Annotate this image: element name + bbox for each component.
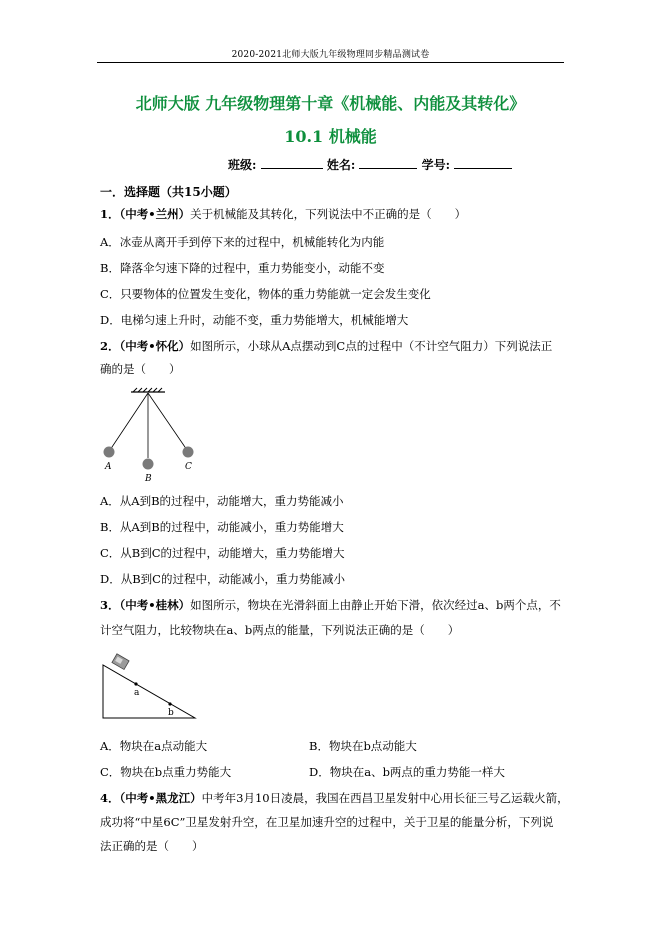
question-source: （中考•黑龙江） [119, 791, 202, 805]
sliding-block [112, 654, 129, 670]
ceiling-hatch [133, 388, 162, 392]
ball-b [143, 459, 154, 470]
name-label: 姓名: [326, 158, 356, 172]
question-1-option-a[interactable]: A．冰壶从离开手到停下来的过程中，机械能转化为内能 [100, 235, 385, 249]
incline-figure [100, 652, 200, 722]
section-title: 10.1 机械能 [284, 127, 377, 146]
point-a [134, 682, 137, 685]
page-header: 2020-2021北师大版九年级物理同步精品测试卷 [231, 50, 430, 60]
question-source: （中考•怀化） [119, 339, 191, 353]
label-b: b [168, 708, 174, 718]
question-source: （中考•桂林） [119, 598, 191, 612]
question-3-option-b[interactable]: B．物块在b点动能大 [309, 739, 417, 753]
student-info-line [228, 156, 512, 173]
question-2-option-b[interactable]: B．从A到B的过程中，动能减小，重力势能增大 [100, 520, 344, 534]
question-2-option-a[interactable]: A．从A到B的过程中，动能增大，重力势能减小 [100, 494, 344, 508]
question-3-option-a[interactable]: A．物块在a点动能大 [100, 739, 208, 753]
question-1-option-d[interactable]: D．电梯匀速上升时，动能不变，重力势能增大，机械能增大 [100, 313, 409, 327]
label-a: a [134, 688, 140, 698]
question-3-option-c[interactable]: C．物块在b点重力势能大 [100, 765, 232, 779]
point-b [168, 702, 171, 705]
question-number: 3． [100, 598, 120, 612]
id-blank[interactable] [454, 156, 512, 169]
string-c [148, 393, 187, 450]
question-1-option-b[interactable]: B．降落伞匀速下降的过程中，重力势能变小，动能不变 [100, 261, 385, 275]
class-label: 班级: [228, 158, 257, 172]
question-1-option-c[interactable]: C．只要物体的位置发生变化，物体的重力势能就一定会发生变化 [100, 287, 431, 301]
question-2-stem-line-2: 确的是（ ） [100, 362, 181, 376]
question-3-stem-line-2: 计空气阻力，比较物块在a、b两点的能量，下列说法正确的是（ ） [100, 623, 460, 637]
label-a: A [105, 462, 112, 472]
question-4-stem: 4．（中考•黑龙江）中考年3月10日凌晨，我国在西昌卫星发射中心用长征三号乙运载火箭， [100, 791, 569, 805]
question-3-option-d[interactable]: D．物块在a、b两点的重力势能一样大 [309, 765, 505, 779]
question-number: 4． [100, 791, 120, 805]
question-3-stem: 3．（中考•桂林）如图所示，物块在光滑斜面上由静止开始下滑，依次经过a、b两个点，不 [100, 598, 561, 612]
id-label: 学号: [421, 158, 451, 172]
question-number: 1． [100, 207, 120, 221]
question-2-option-c[interactable]: C．从B到C的过程中，动能增大，重力势能增大 [100, 546, 345, 560]
chapter-title: 北师大版 九年级物理第十章《机械能、内能及其转化》 [135, 94, 526, 113]
class-blank[interactable] [261, 156, 323, 169]
header-rule [97, 62, 564, 63]
question-source: （中考•兰州） [119, 207, 191, 221]
ball-a [104, 447, 115, 458]
question-number: 2． [100, 339, 120, 353]
question-4-stem-line-3: 法正确的是（ ） [100, 839, 204, 853]
question-2-option-d[interactable]: D．从B到C的过程中，动能减小，重力势能减小 [100, 572, 345, 586]
question-4-stem-line-2: 成功将“中星6C”卫星发射升空，在卫星加速升空的过程中，关于卫星的能量分析，下列说 [100, 815, 554, 829]
label-c: C [185, 462, 192, 472]
question-1-stem: 1．（中考•兰州）关于机械能及其转化，下列说法中不正确的是（ ） [100, 207, 467, 221]
incline-triangle [103, 665, 195, 718]
label-b: B [145, 474, 152, 484]
pendulum-figure [98, 388, 208, 484]
string-a [110, 393, 148, 450]
ball-c [183, 447, 194, 458]
name-blank[interactable] [359, 156, 417, 169]
section-heading: 一．选择题（共15小题） [100, 185, 237, 199]
question-2-stem: 2．（中考•怀化）如图所示，小球从A点摆动到C点的过程中（不计空气阻力）下列说法正 [100, 339, 553, 353]
